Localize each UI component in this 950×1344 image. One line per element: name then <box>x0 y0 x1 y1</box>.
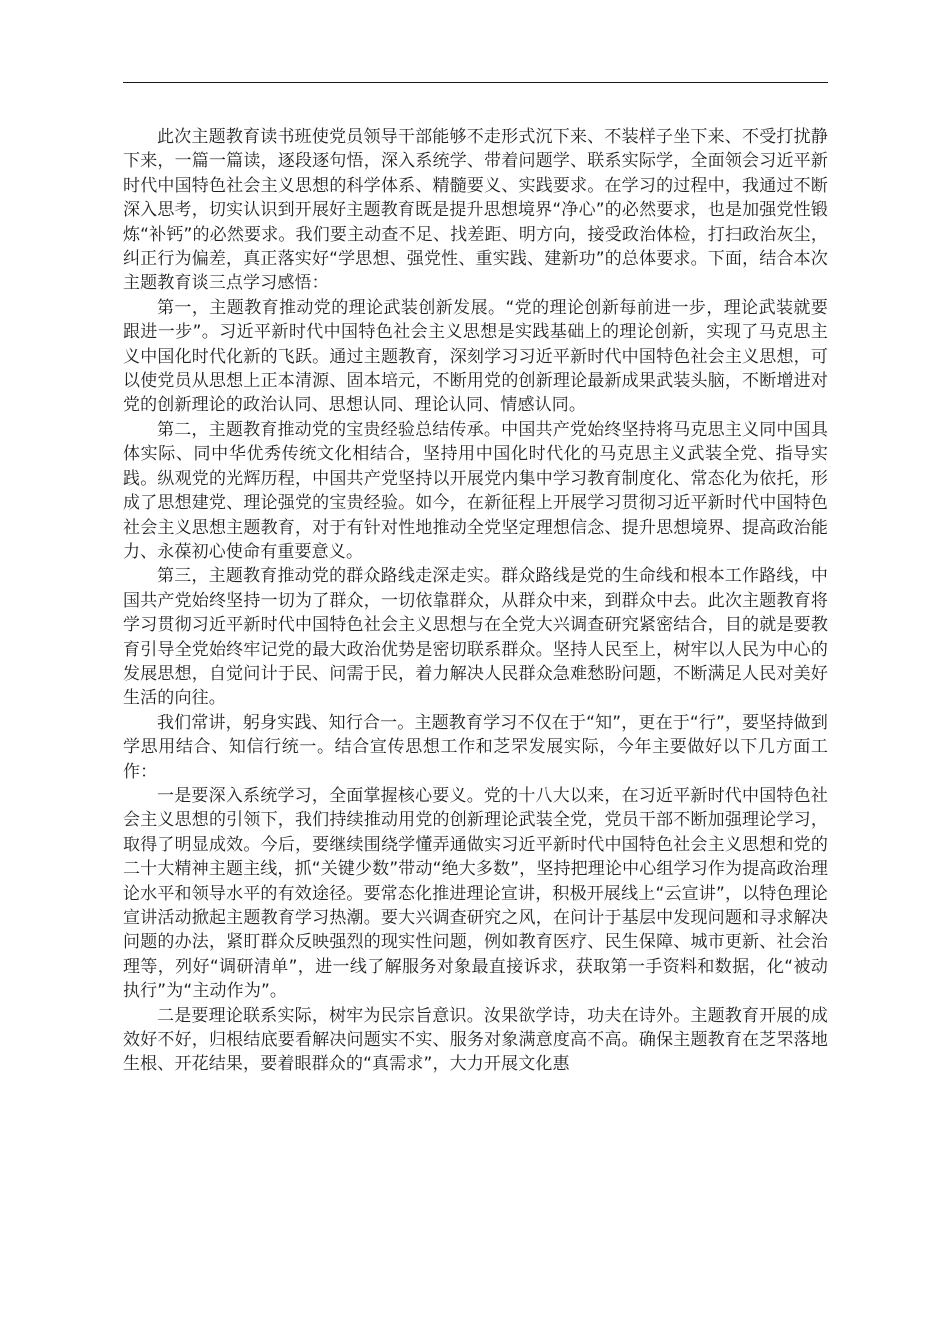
paragraph-point-three: 第三，主题教育推动党的群众路线走深走实。群众路线是党的生命线和根本工作路线，中国共产党始终坚持一切为了群众，一切依靠群众，从群众中来，到群众中去。此次主题教育将学习贯彻习近平新时代中国特色社会主义思想与在全党大兴调查研究紧密结合，目的就是要教育引导全党始终牢记党的最大政治优势是密切联系群众。坚持人民至上，树牢以人民为中心的发展思想，自觉问计于民、问需于民，着力解决人民群众急难愁盼问题，不断满足人民对美好生活的向往。 <box>123 566 828 709</box>
paragraph-point-one: 第一，主题教育推动党的理论武装创新发展。“党的理论创新每前进一步，理论武装就要跟进一步”。习近平新时代中国特色社会主义思想是实践基础上的理论创新，实现了马克思主义中国化时代化新的飞跃。通过主题教育，深刻学习习近平新时代中国特色社会主义思想，可以使党员从思想上正本清源、固本培元，不断用党的创新理论最新成果武装头脑，不断增进对党的创新理论的政治认同、思想认同、理论认同、情感认同。 <box>123 297 828 416</box>
paragraph-intro: 此次主题教育读书班使党员领导干部能够不走形式沉下来、不装样子坐下来、不受打扰静下来，一篇一篇读，逐段逐句悟，深入系统学、带着问题学、联系实际学，全面领会习近平新时代中国特色社会主义思想的科学体系、精髓要义、实践要求。在学习的过程中，我通过不断深入思考，切实认识到开展好主题教育既是提升思想境界“净心”的必然要求，也是加强党性锻炼“补钙”的必然要求。我们要主动查不足、找差距、明方向，接受政治体检，打扫政治灰尘，纠正行为偏差，真正落实好“学思想、强党性、重实践、建新功”的总体要求。下面，结合本次主题教育谈三点学习感悟： <box>123 127 828 294</box>
document-body <box>123 125 828 1077</box>
header-rule <box>123 82 828 83</box>
paragraph-task-two: 二是要理论联系实际，树牢为民宗旨意识。汝果欲学诗，功夫在诗外。主题教育开展的成效好不好，归根结底要看解决问题实不实、服务对象满意度高不高。确保主题教育在芝罘落地生根、开花结果，要着眼群众的“真需求”，大力开展文化惠 <box>123 1005 828 1075</box>
paragraph-task-one: 一是要深入系统学习，全面掌握核心要义。党的十八大以来，在习近平新时代中国特色社会主义思想的引领下，我们持续推动用党的创新理论武装全党，党员干部不断加强理论学习，取得了明显成效。今后，要继续围绕学懂弄通做实习近平新时代中国特色社会主义思想和党的二十大精神主题主线，抓“关键少数”带动“绝大多数”，坚持把理论中心组学习作为提高政治理论水平和领导水平的有效途径。要常态化推进理论宣讲，积极开展线上“云宣讲”，以特色理论宣讲活动掀起主题教育学习热潮。要大兴调查研究之风，在问计于基层中发现问题和寻求解决问题的办法，紧盯群众反映强烈的现实性问题，例如教育医疗、民生保障、城市更新、社会治理等，列好“调研清单”，进一线了解服务对象最直接诉求，获取第一手资料和数据，化“被动执行”为“主动作为”。 <box>123 785 828 1002</box>
paragraph-practice: 我们常讲，躬身实践、知行合一。主题教育学习不仅在于“知”，更在于“行”，要坚持做到学思用结合、知信行统一。结合宣传思想工作和芝罘发展实际，今年主要做好以下几方面工作： <box>123 712 828 782</box>
paragraph-point-two: 第二，主题教育推动党的宝贵经验总结传承。中国共产党始终坚持将马克思主义同中国具体实际、同中华优秀传统文化相结合，坚持用中国化时代化的马克思主义武装全党、指导实践。纵观党的光辉历程，中国共产党坚持以开展党内集中学习教育制度化、常态化为依托，形成了思想建党、理论强党的宝贵经验。如今，在新征程上开展学习贯彻习近平新时代中国特色社会主义思想主题教育，对于有针对性地推动全党坚定理想信念、提升思想境界、提高政治能力、永葆初心使命有重要意义。 <box>123 419 828 562</box>
